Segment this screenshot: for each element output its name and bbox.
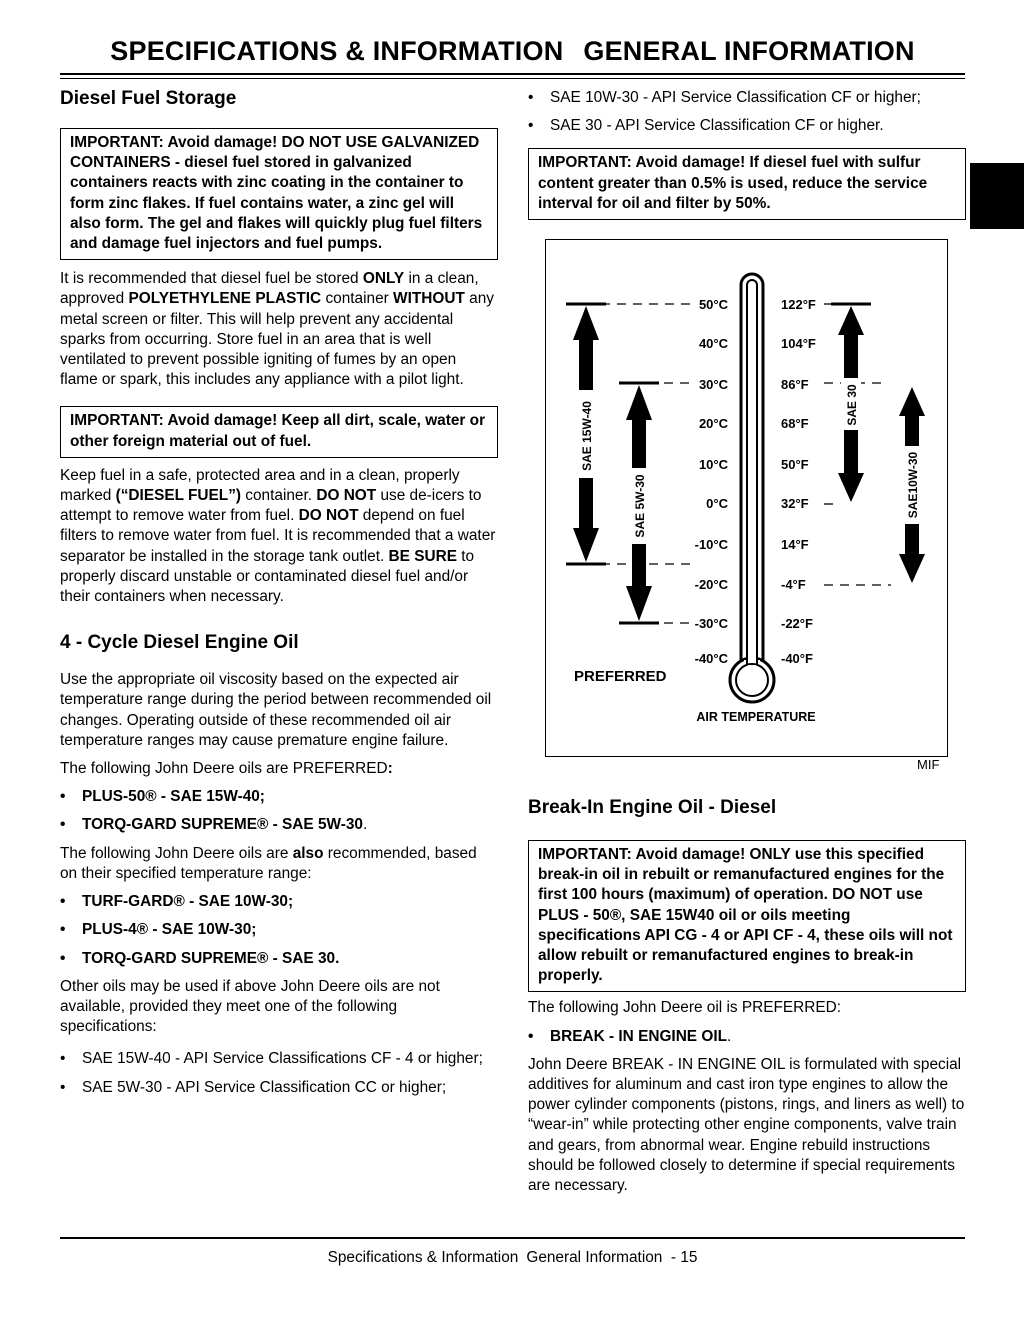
important-box-dirt: IMPORTANT: Avoid damage! Keep all dirt, scale, water or other foreign material out of fuel.	[60, 406, 498, 457]
spec-item: • SAE 10W-30 - API Service Classification CF or higher;	[528, 89, 921, 106]
engine-oil-heading: 4 - Cycle Diesel Engine Oil	[60, 632, 299, 654]
oil-label: SAE 15W-40	[580, 401, 594, 471]
oil-label: SAE 5W-30	[633, 474, 647, 538]
list-item: • PLUS-50® - SAE 15W-40;	[60, 788, 265, 806]
list-item: • PLUS-4® - SAE 10W-30;	[60, 921, 257, 939]
footer-rule	[60, 1237, 965, 1239]
oil-viscosity-diagram	[546, 240, 947, 756]
fahrenheit-label: 104°F	[781, 336, 816, 351]
fahrenheit-label: 68°F	[781, 416, 809, 431]
break-in-section	[528, 796, 966, 1204]
fuel-safety-paragraph: Keep fuel in a safe, protected area and in a clean, properly marked (“DIESEL FUEL”) container. DO NOT use de-icers to attempt to remove water from fuel. DO NOT depend on fuel filters to remove water from fuel. It is recommended that a water separator be installed in the storage tank outlet. BE SURE to properly discard unstable or contaminated diesel fuel and/or their containers when necessary.	[60, 466, 496, 606]
spec-item: • SAE 15W-40 - API Service Classifications CF - 4 or higher;	[60, 1050, 483, 1068]
celsius-label: 30°C	[698, 377, 728, 392]
figure-code: MIF	[917, 757, 940, 772]
oil-label: SAE 30	[845, 384, 859, 426]
fahrenheit-label: -4°F	[781, 577, 806, 592]
important-box-break-in: IMPORTANT: Avoid damage! ONLY use this specified break-in oil in rebuilt or remanufactured engines for the first 100 hours (maximum) of operation. DO NOT use PLUS - 50®, SAE 15W40 oil or oils meeting specifications API CG - 4 or API CF - 4, these oils will not allow rebuilt or remanufactured engines to break-in properly.	[528, 840, 966, 992]
spec-item: • SAE 30 - API Service Classification CF or higher.	[528, 117, 884, 135]
also-recommended-intro: The following John Deere oils are also recommended, based on their specified temperature range:	[60, 844, 477, 882]
range-bar-sae-30	[831, 304, 871, 502]
important-box-sulfur: IMPORTANT: Avoid damage! If diesel fuel with sulfur content greater than 0.5% is used, reduce the service interval for oil and filter by 50%.	[528, 148, 966, 220]
right-column	[528, 88, 966, 220]
oil-label: SAE10W-30	[906, 451, 920, 519]
celsius-label: 0°C	[706, 496, 728, 511]
celsius-label: -10°C	[694, 537, 728, 552]
footer-section: Specifications & Information	[327, 1249, 519, 1266]
break-in-preferred-intro: The following John Deere oil is PREFERRED:	[528, 999, 842, 1017]
page-footer	[60, 1249, 965, 1267]
fahrenheit-label: 14°F	[781, 537, 809, 552]
header-section-title: SPECIFICATIONS & INFORMATION	[110, 36, 564, 66]
spec-item: • SAE 5W-30 - API Service Classification CC or higher;	[60, 1078, 447, 1096]
celsius-label: 10°C	[698, 457, 728, 472]
header-rule-thin	[60, 78, 965, 79]
break-in-description: John Deere BREAK - IN ENGINE OIL is formulated with special additives for aluminum and cast iron type engines to allow the power cylinder components (pistons, rings, and liners as well) to “wear-in” while protecting other engine components, valve train and gears, from abnormal wear. Engine rebuild instructions should be followed closely to determine if special requirements are necessary.	[528, 1055, 965, 1195]
fahrenheit-label: 86°F	[781, 377, 809, 392]
section-tab-marker	[970, 163, 1024, 229]
list-item: • TORQ-GARD SUPREME® - SAE 5W-30.	[60, 816, 368, 834]
list-item: • TORQ-GARD SUPREME® - SAE 30.	[60, 949, 340, 967]
storage-paragraph: It is recommended that diesel fuel be stored ONLY in a clean, approved POLYETHYLENE PLASTIC container WITHOUT any metal screen or filter. This will help prevent any accidental sparks from occurring. Store fuel in an area that is well ventilated to prevent possible igniting of fumes by an open flame or spark, this includes any appliance with a pilot light.	[60, 270, 494, 389]
diesel-storage-heading: Diesel Fuel Storage	[60, 88, 237, 109]
important-box-galvanized: IMPORTANT: Avoid damage! DO NOT USE GALVANIZED CONTAINERS - diesel fuel stored in galvanized containers reacts with zinc coating in the container to form zinc flakes. If fuel contains water, a zinc gel will also form. The gel and flakes will quickly plug fuel filters and damage fuel injectors and fuel pumps.	[60, 128, 498, 260]
celsius-label: 50°C	[698, 297, 728, 312]
page-header	[60, 36, 965, 67]
range-bar-sae-15w40	[566, 304, 606, 564]
oil-viscosity-chart	[545, 239, 948, 757]
break-in-heading: Break-In Engine Oil - Diesel	[528, 797, 777, 818]
fahrenheit-label: -40°F	[781, 651, 813, 666]
celsius-label: 40°C	[698, 336, 728, 351]
header-subsection-title: GENERAL INFORMATION	[583, 36, 915, 66]
list-item: • TURF-GARD® - SAE 10W-30;	[60, 893, 294, 911]
fahrenheit-label: 32°F	[781, 496, 809, 511]
celsius-label: -20°C	[694, 577, 728, 592]
celsius-label: 20°C	[698, 416, 728, 431]
air-temperature-caption: AIR TEMPERATURE	[696, 710, 816, 724]
left-column	[60, 87, 498, 1106]
viscosity-paragraph: Use the appropriate oil viscosity based on the expected air temperature range during the period between recommended oil changes. Operating outside of these recommended oil air temperature ranges may cause premature engine failure.	[60, 671, 492, 749]
other-oils-paragraph: Other oils may be used if above John Deere oils are not available, provided they meet one of the following specifications:	[60, 977, 440, 1036]
list-item: • BREAK - IN ENGINE OIL.	[528, 1027, 732, 1045]
celsius-label: -40°C	[694, 651, 728, 666]
range-bar-sae-5w30	[619, 383, 659, 623]
fahrenheit-label: 50°F	[781, 457, 809, 472]
fahrenheit-label: 122°F	[781, 297, 816, 312]
range-bar-sae-10w30	[899, 387, 925, 583]
preferred-label: PREFERRED	[574, 668, 667, 685]
celsius-label: -30°C	[694, 616, 728, 631]
fahrenheit-label: -22°F	[781, 616, 813, 631]
footer-page: General Information - 15	[526, 1249, 698, 1266]
header-rule	[60, 73, 965, 75]
preferred-intro: The following John Deere oils are PREFERRED:	[60, 760, 393, 778]
thermometer-icon	[730, 274, 774, 702]
